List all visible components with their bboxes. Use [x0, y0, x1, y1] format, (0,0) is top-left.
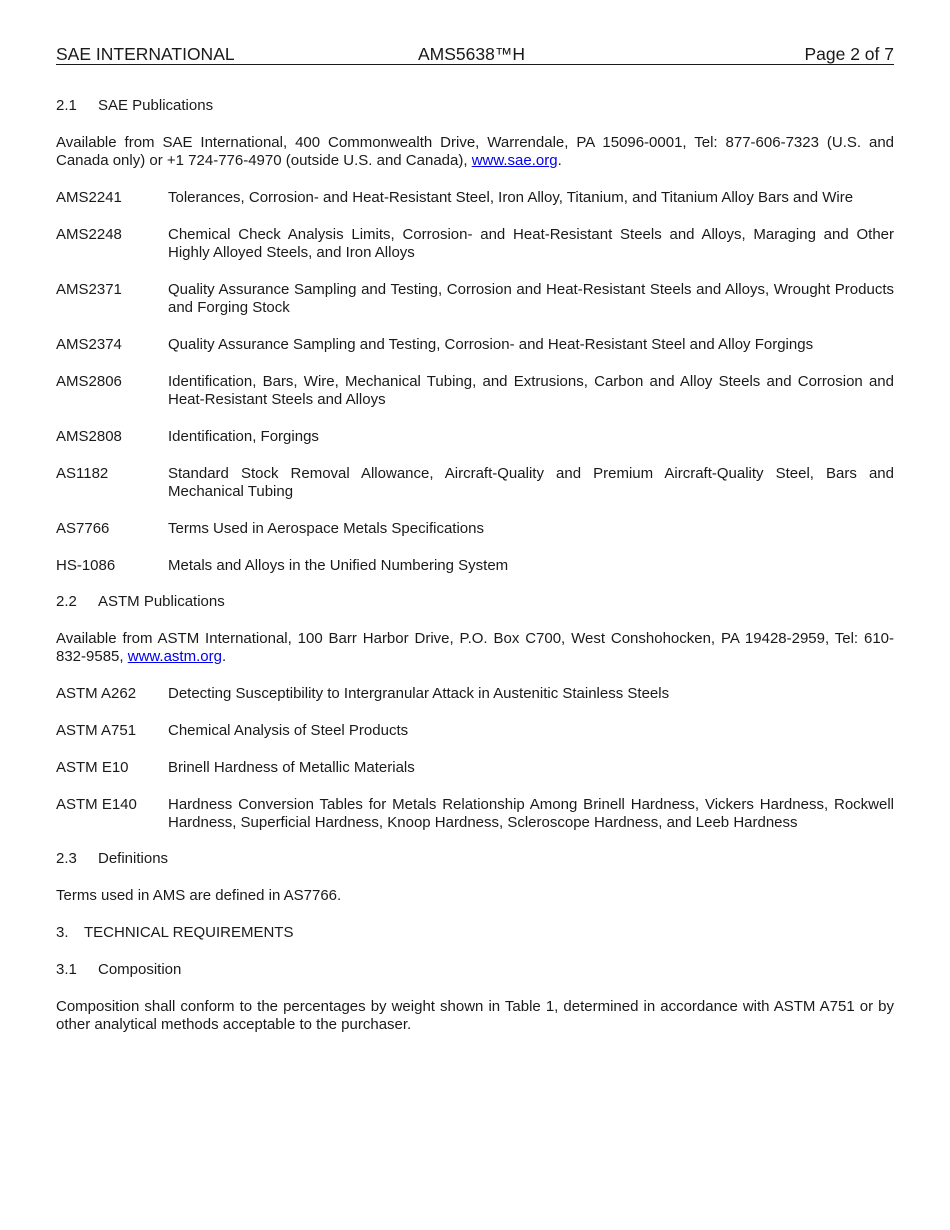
reference-code: AMS2371: [56, 281, 122, 298]
reference-code: ASTM E10: [56, 759, 129, 776]
reference-code: AS1182: [56, 465, 109, 482]
definitions-paragraph: Terms used in AMS are defined in AS7766.: [56, 887, 342, 904]
reference-description: Chemical Analysis of Steel Products: [168, 722, 409, 739]
section-heading-2-3: [56, 850, 894, 868]
section-title: SAE Publications: [98, 97, 214, 114]
reference-entry: [56, 189, 894, 207]
page-header: [56, 44, 894, 65]
reference-description: Brinell Hardness of Metallic Materials: [168, 759, 415, 776]
section-number: 2.3: [56, 850, 77, 867]
reference-entry: [56, 281, 894, 317]
header-organization: SAE INTERNATIONAL: [56, 44, 235, 64]
section-heading-3: [56, 924, 894, 942]
reference-code: AS7766: [56, 520, 110, 537]
section-heading-2-1: [56, 97, 894, 115]
sae-period: .: [557, 152, 562, 169]
reference-code: HS-1086: [56, 557, 116, 574]
astm-period: .: [221, 648, 227, 665]
reference-description: Chemical Check Analysis Limits, Corrosion- and Heat-Resistant Steels and Alloys, Maraging and Other Highly Alloyed Steels, and Iron Alloys: [168, 226, 894, 261]
sae-availability-paragraph: [56, 134, 894, 170]
reference-description: Tolerances, Corrosion- and Heat-Resistant Steel, Iron Alloy, Titanium, and Titanium Alloy Bars and Wire: [168, 189, 854, 206]
section-number: 3.: [56, 924, 69, 941]
reference-entry: [56, 520, 894, 538]
reference-entry: [56, 796, 894, 832]
reference-entry: [56, 226, 894, 262]
reference-description: Hardness Conversion Tables for Metals Relationship Among Brinell Hardness, Vickers Hardness, Rockwell Hardness, Superficial Hardness, Knoop Hardness, Scleroscope Hardness, and Leeb Hardness: [168, 796, 894, 831]
reference-code: AMS2248: [56, 226, 122, 243]
reference-code: ASTM A751: [56, 722, 137, 739]
reference-entry: [56, 373, 894, 409]
astm-availability-paragraph: [56, 630, 894, 666]
reference-code: AMS2374: [56, 336, 122, 353]
reference-code: AMS2241: [56, 189, 122, 206]
reference-code: ASTM A262: [56, 685, 137, 702]
reference-description: Metals and Alloys in the Unified Numbering System: [168, 557, 509, 574]
astm-website-link[interactable]: www.astm.org: [127, 648, 222, 665]
reference-entry: [56, 428, 894, 446]
sae-website-link[interactable]: www.sae.org: [471, 152, 558, 169]
reference-description: Identification, Bars, Wire, Mechanical Tubing, and Extrusions, Carbon and Alloy Steels and Corrosion and Heat-Resistant Steels and Alloys: [168, 373, 894, 408]
section-number: 3.1: [56, 961, 77, 978]
reference-entry: [56, 557, 894, 575]
section-number: 2.1: [56, 97, 77, 114]
reference-entry: [56, 465, 894, 501]
section-heading-3-1: [56, 961, 894, 979]
reference-entry: [56, 336, 894, 354]
sae-availability-text: Available from SAE International, 400 Commonwealth Drive, Warrendale, PA 15096-0001, Tel: 877-606-7323 (U.S. and Canada only) or +1 724-776-4970 (outside U.S. and Canada),: [56, 134, 894, 169]
reference-entry: [56, 722, 894, 740]
header-document-number: AMS5638™H: [418, 44, 525, 64]
reference-description: Quality Assurance Sampling and Testing, Corrosion- and Heat-Resistant Steel and Alloy Forgings: [168, 336, 814, 353]
reference-code: AMS2808: [56, 428, 122, 445]
reference-description: Standard Stock Removal Allowance, Aircraft-Quality and Premium Aircraft-Quality Steel, Bars and Mechanical Tubing: [168, 465, 894, 500]
reference-description: Identification, Forgings: [168, 428, 319, 445]
document-body: [56, 97, 894, 1053]
section-title: Composition: [98, 961, 182, 978]
header-page-number: Page 2 of 7: [804, 44, 894, 64]
section-title: Definitions: [98, 850, 169, 867]
section-heading-2-2: [56, 593, 894, 611]
section-title: ASTM Publications: [98, 593, 225, 610]
reference-entry: [56, 759, 894, 777]
astm-availability-text: Available from ASTM International, 100 Barr Harbor Drive, P.O. Box C700, West Conshohocken, PA 19428-2959, Tel: 610-832-9585,: [56, 630, 894, 665]
reference-description: Quality Assurance Sampling and Testing, Corrosion and Heat-Resistant Steels and Alloys, Wrought Products and Forging Stock: [168, 281, 894, 316]
reference-description: Terms Used in Aerospace Metals Specifications: [168, 520, 484, 537]
section-title: TECHNICAL REQUIREMENTS: [84, 924, 294, 941]
section-number: 2.2: [56, 593, 77, 610]
reference-code: AMS2806: [56, 373, 122, 390]
composition-paragraph: Composition shall conform to the percentages by weight shown in Table 1, determined in accordance with ASTM A751 or by other analytical methods acceptable to the purchaser.: [56, 998, 894, 1033]
reference-entry: [56, 685, 894, 703]
reference-description: Detecting Susceptibility to Intergranular Attack in Austenitic Stainless Steels: [168, 685, 670, 702]
reference-code: ASTM E140: [56, 796, 137, 813]
